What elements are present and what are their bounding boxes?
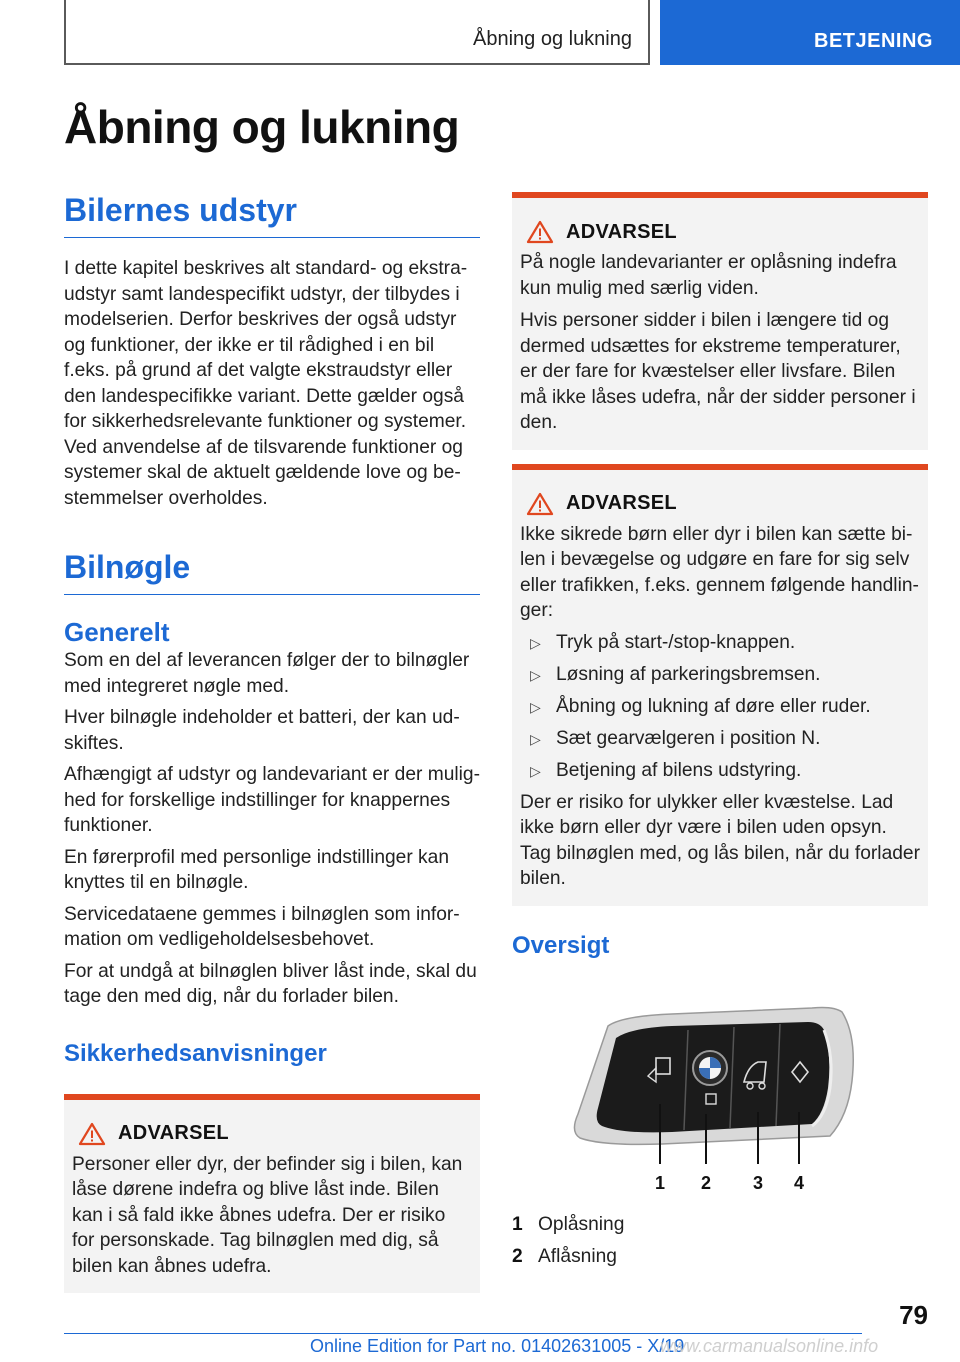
legend-item xyxy=(512,1244,928,1269)
paragraph-generelt-2: Hver bilnøgle indeholder et batteri, der kan udskiftes. xyxy=(64,707,460,754)
warning-text-2: Der er risiko for ulykker eller kvæstelse. Lad ikke børn eller dyr være i bilen uden opsyn. Tag bilnøglen med, og lås bilen, når du forlader bilen. xyxy=(520,791,920,889)
warning-bullet-list xyxy=(530,630,920,784)
heading-bilnogle: Bilnøgle xyxy=(64,549,480,595)
warning-title: ADVARSEL xyxy=(566,492,677,514)
legend-text: Aflåsning xyxy=(538,1245,617,1267)
callout-1: 1 xyxy=(655,1172,666,1193)
paragraph-generelt-4: En førerprofil med personlige indstillinger kan knyttes til en bilnøgle. xyxy=(64,846,449,893)
paragraph-generelt-6: For at undgå at bilnøglen bliver låst inde, skal du tage den med dig, når du forlader bilen. xyxy=(64,960,477,1007)
warning-text-2: Hvis personer sidder i bilen i længere tid og dermed udsættes for ekstreme temperaturer, er der fare for kvæstelser eller livsfare. Bilen må ikke låses udefra, når der sidder personer i den. xyxy=(520,310,916,433)
edition-footer: Online Edition for Part no. 01402631005 - X/19 xyxy=(310,1336,685,1356)
list-item: ▷ Tryk på start-/stop-knappen. xyxy=(530,630,920,656)
list-item: ▷ Sæt gearvælgeren i position N. xyxy=(530,726,920,752)
paragraph-bilernes-udstyr: I dette kapitel beskrives alt standard- og ekstraudstyr samt landespecifikt udstyr, der tilbydes i modelserien. Derfor beskrives der også udstyr og funktioner, der ikke er til rådighed i en bil f.eks. på grund af det valgte ekstraudstyr eller den landespecifikke variant. Dette gælder også for sikkerhedsrelevante funktioner og systemer. Ved anvendelse af de tilsvarende funktioner og systemer skal de aktuelt gældende love og bestemmelser overholdes. xyxy=(64,258,468,509)
header-chapter-label: BETJENING xyxy=(814,30,933,52)
right-column xyxy=(512,192,928,1276)
heading-oversigt: Oversigt xyxy=(512,931,610,959)
warning-text-1: På nogle landevarianter er oplåsning indefra kun mulig med særlig viden. xyxy=(520,252,897,299)
warning-triangle-icon xyxy=(526,492,554,516)
triangle-bullet-icon: ▷ xyxy=(530,666,541,683)
warning-title: ADVARSEL xyxy=(566,220,677,243)
legend-item xyxy=(512,1212,928,1237)
footer-divider xyxy=(64,1333,862,1334)
warning-title: ADVARSEL xyxy=(118,1122,229,1144)
warning-box-1 xyxy=(64,1094,480,1294)
triangle-bullet-icon: ▷ xyxy=(530,634,541,651)
callout-3: 3 xyxy=(753,1172,764,1193)
figure-legend xyxy=(512,1212,928,1269)
warning-text-1: Ikke sikrede børn eller dyr i bilen kan sætte bilen i bevægelse og udgøre en fare for sig selv eller trafikken, f.eks. gennem følgende handlinger: xyxy=(520,523,919,621)
header-section-title: Åbning og lukning xyxy=(472,28,632,50)
paragraph-generelt-5: Servicedataene gemmes i bilnøglen som information om vedligeholdelsesbehovet. xyxy=(64,903,460,950)
callout-2: 2 xyxy=(701,1172,712,1193)
left-column xyxy=(64,192,480,1293)
legend-text: Oplåsning xyxy=(538,1213,625,1235)
watermark-text: www.carmanualsonline.info xyxy=(660,1336,879,1356)
car-key-illustration xyxy=(512,996,928,1196)
callout-4: 4 xyxy=(794,1172,805,1193)
heading-generelt: Generelt xyxy=(64,617,170,647)
list-item: ▷ Betjening af bilens udstyring. xyxy=(530,758,920,784)
triangle-bullet-icon: ▷ xyxy=(530,698,541,715)
page-title: Åbning og lukning xyxy=(64,101,460,153)
warning-text: Personer eller dyr, der befinder sig i bilen, kan låse dørene indefra og blive låst inde. Bilen kan i så fald ikke åbnes udefra. Der er risiko for personskade. Tag bilnøglen med dig, så bilen kan åbnes udefra. xyxy=(72,1153,463,1277)
triangle-bullet-icon: ▷ xyxy=(530,730,541,747)
legend-number: 1 xyxy=(512,1213,523,1235)
triangle-bullet-icon: ▷ xyxy=(530,762,541,779)
header-chapter-tab[interactable] xyxy=(660,0,960,65)
list-item: ▷ Åbning og lukning af døre eller ruder. xyxy=(530,694,920,720)
legend-number: 2 xyxy=(512,1245,523,1267)
list-item: ▷ Løsning af parkeringsbremsen. xyxy=(530,662,920,688)
warning-box-3 xyxy=(512,464,928,906)
header-section-box xyxy=(64,0,650,65)
heading-sikkerhedsanvisninger: Sikkerhedsanvisninger xyxy=(64,1039,327,1067)
heading-bilernes-udstyr: Bilernes udstyr xyxy=(64,192,480,238)
page-number: 79 xyxy=(899,1300,928,1330)
paragraph-generelt-1: Som en del af leverancen følger der to bilnøgler med integreret nøgle med. xyxy=(64,650,470,697)
warning-triangle-icon xyxy=(526,220,554,244)
paragraph-generelt-3: Afhængigt af udstyr og landevariant er der mulighed for forskellige indstillinger for knappernes funktioner. xyxy=(64,764,480,836)
warning-box-2 xyxy=(512,192,928,450)
warning-triangle-icon xyxy=(78,1122,106,1146)
